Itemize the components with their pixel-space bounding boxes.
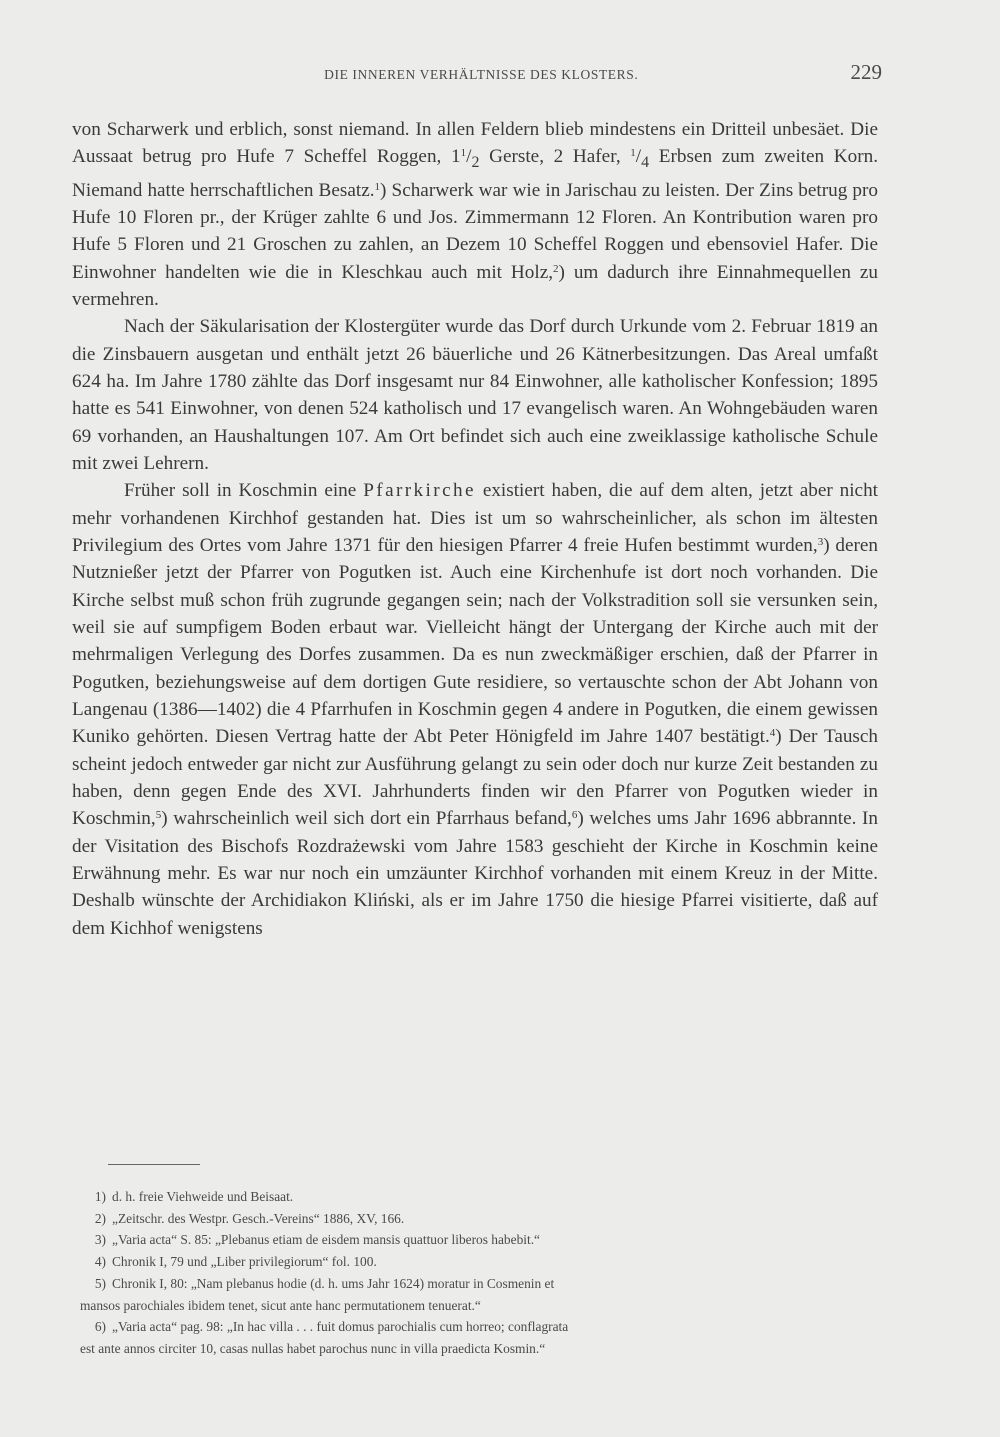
footnotes: [80, 1186, 892, 1360]
footnote-ref-6: 6: [571, 809, 578, 822]
footnote-ref-3: 3: [817, 535, 824, 548]
footnote-3: [80, 1229, 892, 1251]
footnote-text: d. h. freie Viehweide und Beisaat.: [112, 1189, 294, 1204]
paragraph-3: [72, 477, 878, 942]
fraction-slash: /: [635, 146, 642, 168]
footnote-5-continuation: mansos parochiales ibidem tenet, sicut ante hanc permutationem tenuerat.“: [80, 1297, 481, 1313]
page-number: 229: [850, 60, 882, 84]
text-run: ) um dadurch ihre Einnahmequellen zu vermehren.: [72, 261, 878, 310]
footnote-mark: 5): [94, 1275, 106, 1291]
footnote-1: [80, 1186, 892, 1208]
footnote-6-continuation: est ante annos circiter 10, casas nullas habet parochus nunc in villa praedicta Kosmin.“: [80, 1340, 546, 1356]
text-run: ) Der Tausch scheint jedoch entweder gar nicht zur Ausführung gelangt zu sein oder doch nur kurze Zeit bestanden zu haben, denn gegen Ende des XVI. Jahrhunderts finden wir den Pfarrer von Pogutken wieder in Koschmin,: [72, 726, 879, 830]
emphasis-pfarrkirche: Pfarrkirche: [363, 480, 476, 502]
footnote-text: Chronik I, 79 und „Liber privilegiorum“ fol. 100.: [112, 1254, 377, 1270]
text-run: Früher soll in Koschmin eine: [124, 480, 364, 502]
text-run: Erbsen zum zweiten Korn. Niemand hatte herrschaftlichen Besatz.: [72, 146, 878, 201]
running-title: DIE INNEREN VERHÄLTNISSE DES KLOSTERS.: [324, 67, 639, 82]
footnote-mark: 3): [94, 1232, 106, 1248]
footnote-5: [80, 1273, 892, 1295]
footnote-text: Chronik I, 80: „Nam plebanus hodie (d. h. ums Jahr 1624) moratur in Cosmenin et: [112, 1275, 555, 1291]
footnote-2: [80, 1208, 892, 1230]
page-header: [72, 60, 882, 85]
footnote-ref-5: 5: [155, 809, 162, 822]
footnote-ref-4: 4: [769, 727, 776, 740]
footnote-mark: 6): [94, 1319, 106, 1335]
text-run: von Scharwerk und erblich, sonst niemand. In allen Feldern blieb mindestens ein Dritteil unbesäet. Die Aussaat betrug pro Hufe 7 Scheffel Roggen, 1: [72, 119, 878, 168]
footnote-ref-1: 1: [374, 180, 381, 193]
footnote-4: [80, 1251, 892, 1273]
footnote-text: „Zeitschr. des Westpr. Gesch.-Vereins“ 1886, XV, 166.: [112, 1210, 405, 1226]
main-text: [72, 116, 878, 942]
footnote-ref-2: 2: [553, 262, 559, 275]
fraction-denominator: 4: [641, 154, 650, 172]
text-run: existiert haben, die auf dem alten, jetzt aber nicht mehr vorhandenen Kirchhof gestanden hat. Dies ist um so wahrscheinlicher, als schon im ältesten Privilegium des Ortes vom Jahre 1371 für den hiesigen Pfarrer 4 freie Hufen bestimmt wurden,: [72, 480, 878, 556]
text-run: ) wahrscheinlich weil sich dort ein Pfarrhaus befand,: [161, 808, 572, 830]
footnote-text: „Varia acta“ S. 85: „Plebanus etiam de eisdem mansis quattuor liberos habebit.“: [112, 1232, 540, 1248]
fraction-numerator: 1: [630, 147, 636, 160]
text-run: ) Scharwerk war wie in Jarischau zu leisten. Der Zins betrug pro Hufe 10 Floren pr., der Krüger zahlte 6 und Jos. Zimmermann 12 Floren. An Kontribution waren pro Hufe 5 Floren und 21 Groschen zu zahlen, an Dezem 10 Scheffel Roggen und ebensoviel Hafer. Die Einwohner handelten wie die in Kleschkau auch mit Holz,: [72, 179, 878, 283]
text-run: ) welches ums Jahr 1696 abbrannte. In der Visitation des Bischofs Rozdrażewski vom Jahre 1583 geschieht der Kirche in Koschmin keine Erwähnung mehr. Es war nur noch ein umzäunter Kirchhof vorhanden mit einem Kreuz in der Mitte. Deshalb wünschte der Archidiakon Kliński, als er im Jahre 1750 die hiesige Pfarrei visitierte, daß auf dem Kichhof wenigstens: [72, 808, 878, 939]
footnote-mark: 4): [94, 1254, 106, 1270]
footnote-mark: 1): [94, 1189, 106, 1204]
fraction-slash: /: [466, 146, 472, 168]
footnote-separator: [108, 1164, 200, 1165]
fraction-numerator: 1: [460, 147, 467, 160]
fraction-denominator: 2: [471, 154, 480, 172]
footnote-mark: 2): [94, 1210, 106, 1226]
paragraph-1: [72, 116, 878, 313]
text-run: Gerste, 2 Hafer,: [479, 146, 631, 168]
footnote-text: „Varia acta“ pag. 98: „In hac villa . . . fuit domus parochialis cum horreo; conflagrata: [112, 1319, 569, 1335]
paragraph-2: Nach der Säkularisation der Klostergüter wurde das Dorf durch Urkunde vom 2. Februar 1819 an die Zinsbauern ausgetan und enthält jetzt 26 bäuerliche und 26 Kätnerbesitzungen. Das Areal umfaßt 624 ha. Im Jahre 1780 zählte das Dorf insgesamt nur 84 Einwohner, alle katholischer Konfession; 1895 hatte es 541 Einwohner, von denen 524 katholisch und 17 evangelisch waren. An Wohngebäuden waren 69 vorhanden, an Haushaltungen 107. Am Ort befindet sich auch eine zweiklassige katholische Schule mit zwei Lehrern.: [72, 316, 878, 474]
text-run: ) deren Nutznießer jetzt der Pfarrer von Pogutken ist. Auch eine Kirchenhufe ist dort noch vorhanden. Die Kirche selbst muß schon früh zugrunde gegangen sein; nach der Volkstradition soll sie versunken sein, weil sie auf sumpfigem Boden erbaut war. Vielleicht hängt der Untergang der Kirche auch mit der mehrmaligen Verlegung des Dorfes zusammen. Da es nun zweckmäßiger erschien, daß der Pfarrer in Pogutken, beziehungsweise auf dem dortigen Gute residiere, so vertauschte schon der Abt Johann von Langenau (1386—1402) die 4 Pfarrhufen in Koschmin gegen 4 andere in Pogutken, die einem gewissen Kuniko gehörten. Diesen Vertrag hatte der Abt Peter Hönigfeld im Jahre 1407 bestätigt.: [72, 534, 878, 748]
footnote-6: [80, 1316, 892, 1338]
